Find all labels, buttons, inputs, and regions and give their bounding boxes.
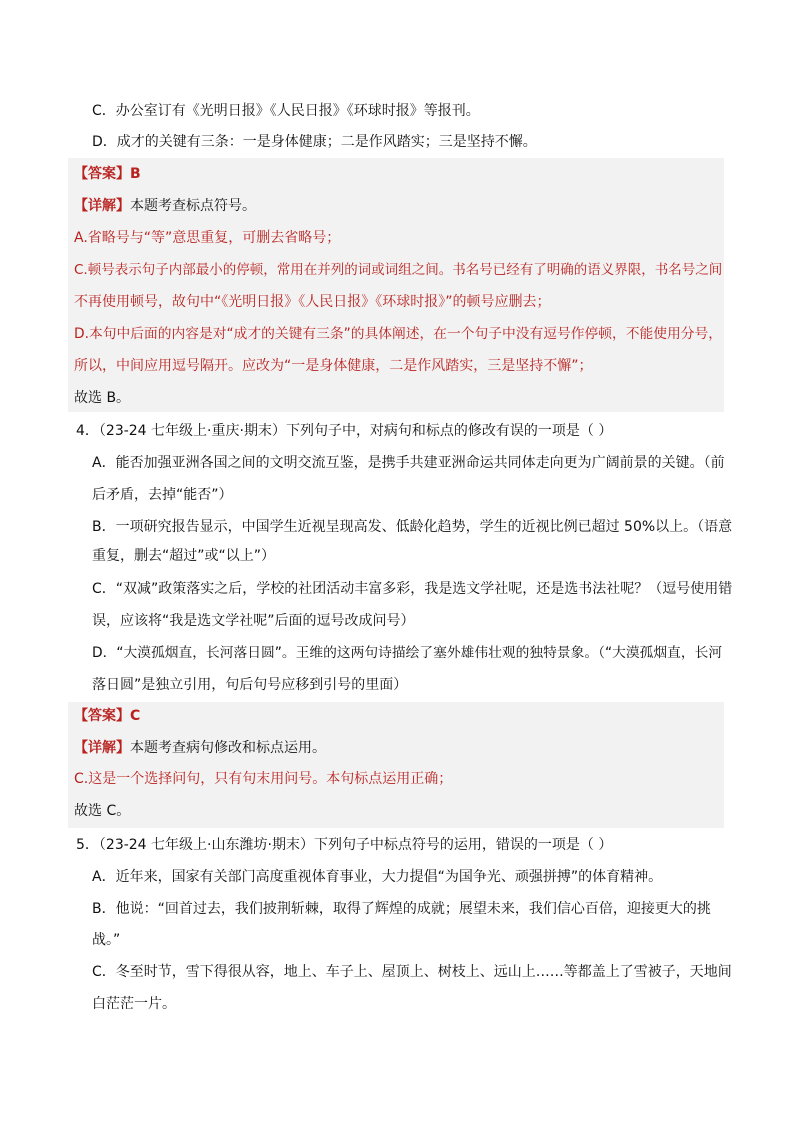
detail-text: 本题考查病句修改和标点运用。: [130, 740, 326, 756]
q4-conclusion: 故选 C。: [74, 803, 131, 819]
q3-explanation-c-cont: 不再使用顿号，故句中“《光明日报》《人民日报》《环球时报》”的顿号应删去；: [74, 294, 551, 310]
q3-option-c: C．办公室订有《光明日报》《人民日报》《环球时报》等报刊。: [92, 103, 480, 119]
q3-answer-block: [68, 158, 724, 412]
q4-option-b: B．一项研究报告显示，中国学生近视呈现高发、低龄化趋势，学生的近视比例已超过 50%以上。（语意: [92, 519, 733, 535]
q3-conclusion: 故选 B。: [74, 390, 131, 406]
q5-stem: 5．（23-24 七年级上·山东潍坊·期末）下列句子中标点符号的运用，错误的一项是（ ）: [76, 837, 613, 853]
q5-option-c: C．冬至时节，雪下得很从容，地上、车子上、屋顶上、树枝上、远山上……等都盖上了雪被子，天地间: [92, 964, 732, 980]
q3-explanation-c: C.顿号表示句子内部最小的停顿，常用在并列的词或词组之间。书名号已经有了明确的语义界限，书名号之间: [74, 262, 723, 278]
detail-tag: 【详解】: [74, 198, 130, 214]
detail-text: 本题考查标点符号。: [130, 198, 256, 214]
answer-tag: 【答案】: [74, 166, 130, 182]
q4-answer-line: [74, 705, 140, 727]
q4-option-d: D．“大漠孤烟直，长河落日圆”。王维的这两句诗描绘了塞外雄伟壮观的独特景象。（“大漠孤烟直，长河: [92, 645, 723, 661]
q3-explanation-d-cont: 所以，中间应用逗号隔开。应改为“一是身体健康，二是作风踏实，三是坚持不懈”；: [74, 358, 593, 374]
q4-option-a-cont: 后矛盾，去掉“能否”）: [92, 487, 233, 503]
q3-explanation-a: A.省略号与“等”意思重复，可删去省略号；: [74, 230, 341, 246]
detail-tag: 【详解】: [74, 740, 130, 756]
q5-option-b: B．他说：“回首过去，我们披荆斩棘，取得了辉煌的成就；展望未来，我们信心百倍，迎接更大的挑: [92, 901, 711, 917]
q4-option-a: A．能否加强亚洲各国之间的文明交流互鉴，是携手共建亚洲命运共同体走向更为广阔前景的关键。（前: [92, 455, 725, 471]
q5-option-b-cont: 战。”: [92, 932, 121, 948]
answer-value: C: [130, 708, 141, 724]
answer-tag: 【答案】: [74, 708, 130, 724]
q3-detail-line: [74, 195, 256, 217]
q4-option-b-cont: 重复，删去“超过”或“以上”）: [92, 548, 276, 564]
q4-option-c-cont: 误，应该将“我是选文学社呢”后面的逗号改成问号）: [92, 613, 415, 629]
q4-explanation-c: C.这是一个选择问句，只有句末用问号。本句标点运用正确；: [74, 771, 453, 787]
q5-option-a: A．近年来，国家有关部门高度重视体育事业，大力提倡“为国争光、顽强拼搏”的体育精神。: [92, 869, 663, 885]
q4-option-d-cont: 落日圆”是独立引用，句后句号应移到引号的里面）: [92, 677, 408, 693]
q4-option-c: C．“双减”政策落实之后，学校的社团活动丰富多彩，我是选文学社呢，还是选书法社呢？（逗号使用错: [92, 581, 733, 597]
q4-stem: 4．（23-24 七年级上·重庆·期末）下列句子中，对病句和标点的修改有误的一项是（ ）: [76, 423, 613, 439]
q4-detail-line: [74, 737, 326, 759]
q3-explanation-d: D.本句中后面的内容是对“成才的关键有三条”的具体阐述，在一个句子中没有逗号作停顿，不能使用分号，: [74, 326, 722, 342]
q3-option-d: D．成才的关键有三条：一是身体健康；二是作风踏实；三是坚持不懈。: [92, 134, 537, 150]
q4-answer-block: [68, 702, 724, 828]
answer-value: B: [130, 166, 141, 182]
q3-answer-line: [74, 163, 141, 185]
q5-option-c-cont: 白茫茫一片。: [92, 996, 176, 1012]
